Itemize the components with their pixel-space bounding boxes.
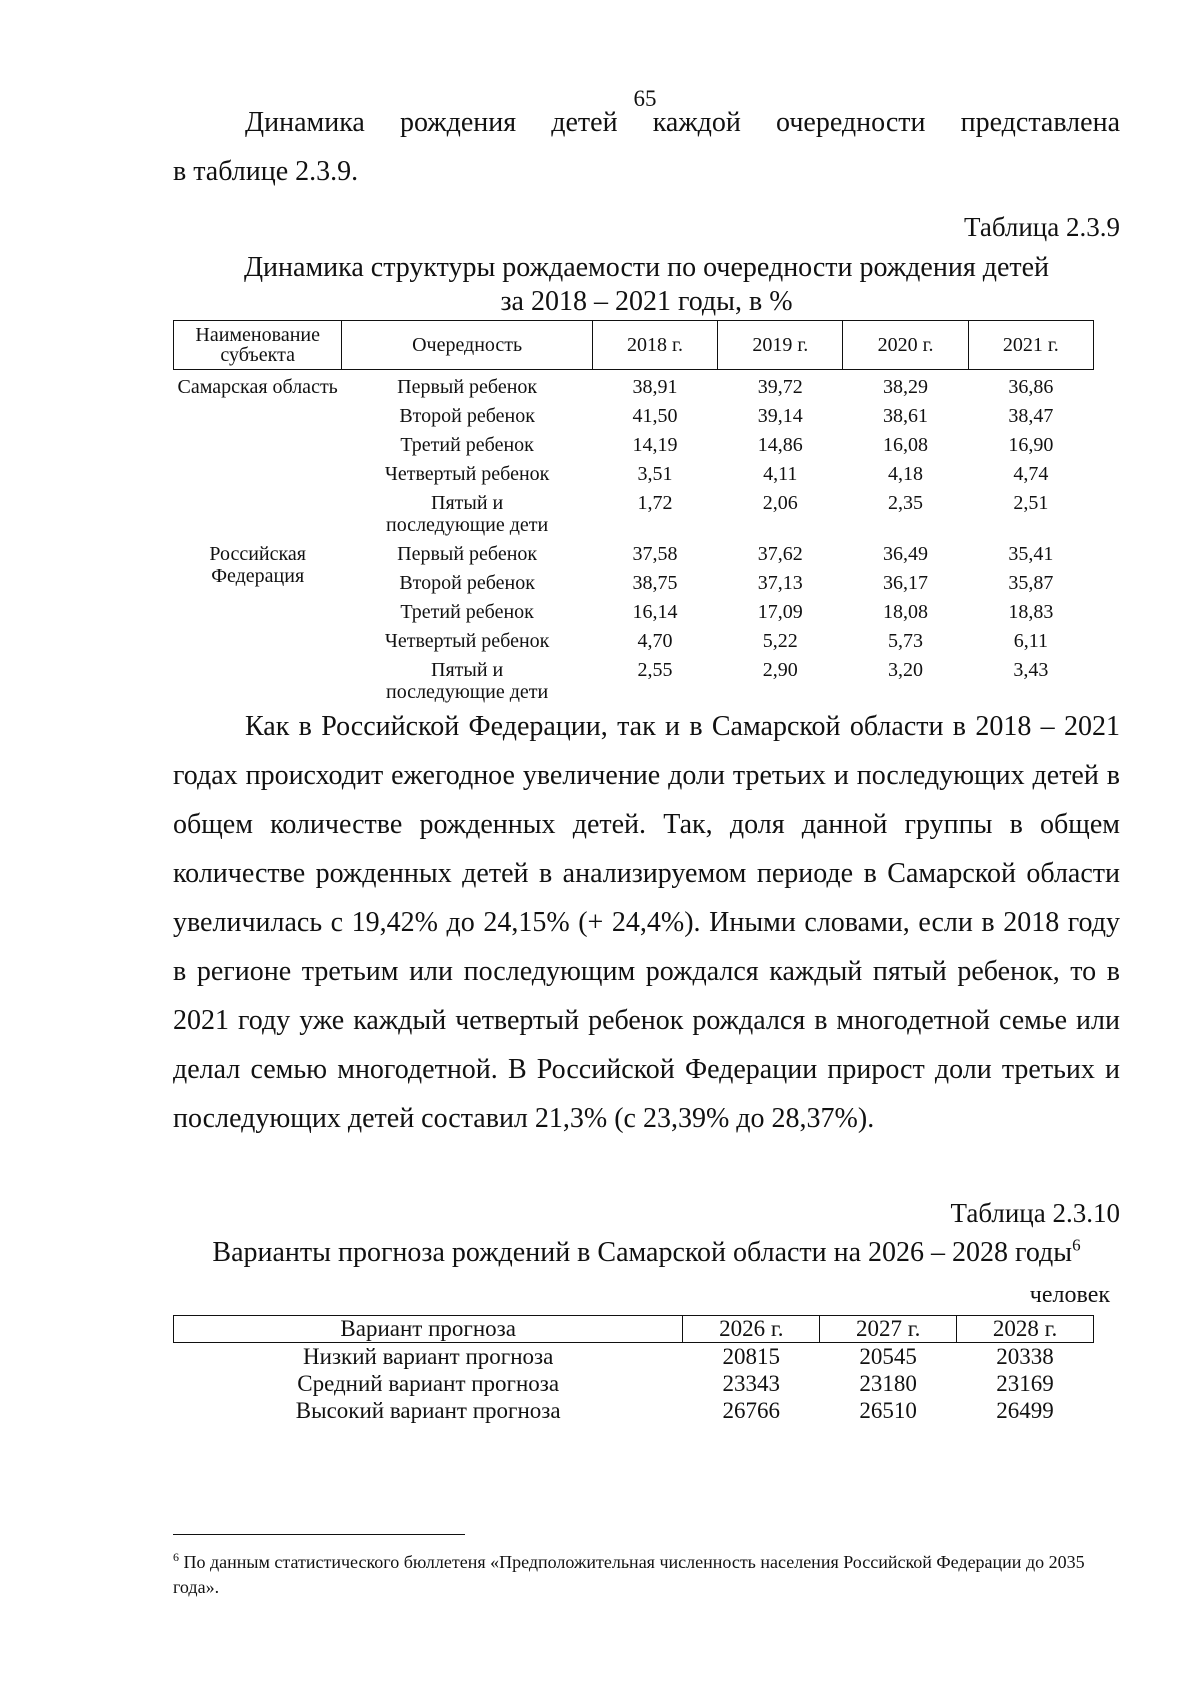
value-cell: 20815: [722, 1343, 781, 1369]
value-cell: 4,74: [1013, 463, 1049, 485]
value-cell: 5,73: [888, 630, 924, 652]
footnote-ref: 6: [1072, 1235, 1081, 1255]
value-cell: 2,55: [637, 659, 673, 681]
value-cell: 38,91: [632, 376, 678, 398]
table-row: [174, 543, 1094, 572]
value-cell: 41,50: [632, 405, 678, 427]
value-cell: 16,90: [1008, 434, 1054, 456]
value-cell: 3,43: [1013, 659, 1049, 681]
order-cell: Пятый и последующие дети: [385, 492, 549, 536]
value-cell: 35,41: [1008, 543, 1054, 565]
value-cell: 38,29: [883, 376, 929, 398]
variant-cell: Средний вариант прогноза: [297, 1370, 560, 1396]
value-cell: 38,61: [883, 405, 929, 427]
value-cell: 23180: [859, 1370, 917, 1396]
table2-unit: человек: [1029, 1282, 1110, 1308]
footnote-divider: [173, 1534, 465, 1535]
value-cell: 3,20: [888, 659, 924, 681]
page-number: 65: [633, 86, 657, 111]
value-cell: 26766: [722, 1397, 781, 1423]
value-cell: 20338: [996, 1343, 1054, 1369]
table2-title-text: Варианты прогноза рождений в Самарской области на 2026 – 2028 годы: [212, 1237, 1073, 1268]
value-cell: 39,72: [757, 376, 803, 398]
body-paragraph-text: Как в Российской Федерации, так и в Самарской области в 2018 – 2021 годах происходит ежегодное увеличение доли третьих и последующих детей в общем количестве рожденных детей. Так, доля данной группы в общем количестве рожденных детей в анализируемом периоде в Самарской области увеличилась с 19,42% до 24,15% (+ 24,4%). Иными словами, если в 2018 году в регионе третьим или последующим рождался каждый пятый ребенок, то в 2021 году уже каждый четвертый ребенок рождался в многодетной семье или делал семью многодетной. В Российской Федерации прирост доли третьих и последующих детей составил 21,3% (с 23,39% до 28,37%).: [173, 711, 1120, 1134]
table1-label: Таблица 2.3.9: [964, 212, 1120, 242]
order-cell: Второй ребенок: [399, 405, 535, 427]
value-cell: 23343: [722, 1370, 781, 1396]
header-2028: 2028 г.: [957, 1316, 1094, 1343]
order-cell: Четвертый ребенок: [384, 463, 550, 485]
variant-cell: Высокий вариант прогноза: [295, 1397, 561, 1423]
value-cell: 16,14: [632, 601, 678, 623]
value-cell: 37,62: [757, 543, 803, 565]
value-cell: 2,51: [1013, 492, 1049, 514]
header-2020: 2020 г.: [843, 321, 968, 370]
value-cell: 35,87: [1008, 572, 1054, 594]
table-row: [174, 1397, 1094, 1424]
table1-title-line2: за 2018 – 2021 годы, в %: [500, 286, 793, 317]
value-cell: 16,08: [883, 434, 929, 456]
order-cell: Пятый и последующие дети: [385, 659, 549, 703]
header-2026: 2026 г.: [683, 1316, 820, 1343]
value-cell: 14,19: [632, 434, 678, 456]
value-cell: 4,11: [763, 463, 798, 485]
value-cell: 20545: [859, 1343, 917, 1369]
value-cell: 14,86: [757, 434, 803, 456]
table1-title: [173, 251, 1120, 319]
value-cell: 5,22: [762, 630, 798, 652]
value-cell: 37,58: [632, 543, 678, 565]
intro-line-2: в таблице 2.3.9.: [173, 156, 359, 187]
birth-order-table: [173, 320, 1094, 710]
region-russia: Российская Федерация: [209, 543, 306, 587]
value-cell: 37,13: [757, 572, 803, 594]
value-cell: 3,51: [637, 463, 673, 485]
value-cell: 26510: [859, 1397, 917, 1423]
intro-paragraph: [173, 98, 1120, 196]
value-cell: 26499: [996, 1397, 1054, 1423]
header-2019: 2019 г.: [718, 321, 843, 370]
value-cell: 38,75: [632, 572, 678, 594]
order-cell: Третий ребенок: [400, 601, 534, 623]
value-cell: 4,18: [888, 463, 924, 485]
value-cell: 36,86: [1008, 376, 1054, 398]
value-cell: 17,09: [757, 601, 803, 623]
order-cell: Третий ребенок: [400, 434, 534, 456]
table-row: [174, 376, 1094, 405]
value-cell: 2,35: [888, 492, 924, 514]
value-cell: 1,72: [637, 492, 673, 514]
footnote: [173, 1545, 1103, 1600]
footnote-mark: 6: [173, 1550, 179, 1564]
table-row: [174, 1370, 1094, 1397]
header-subject: Наименование субъекта: [174, 321, 342, 370]
header-variant: Вариант прогноза: [174, 1316, 683, 1343]
header-order: Очередность: [342, 321, 593, 370]
order-cell: Второй ребенок: [399, 572, 535, 594]
value-cell: 23169: [996, 1370, 1054, 1396]
table2-header-row: [174, 1316, 1094, 1343]
table1-title-line1: Динамика структуры рождаемости по очередности рождения детей: [243, 252, 1050, 283]
table2-label: Таблица 2.3.10: [950, 1198, 1120, 1228]
intro-line-1: Динамика рождения детей каждой очередности представлена: [245, 107, 1120, 138]
region-samara: Самарская область: [177, 376, 338, 398]
table-row: [174, 1343, 1094, 1371]
header-2027: 2027 г.: [820, 1316, 957, 1343]
value-cell: 18,08: [883, 601, 929, 623]
value-cell: 6,11: [1013, 630, 1048, 652]
header-2018: 2018 г.: [592, 321, 717, 370]
value-cell: 36,17: [883, 572, 929, 594]
footnote-text: По данным статистического бюллетеня «Предположительная численность населения Российской Федерации до 2035 года».: [173, 1552, 1085, 1597]
variant-cell: Низкий вариант прогноза: [303, 1343, 554, 1369]
value-cell: 36,49: [883, 543, 929, 565]
forecast-table: [173, 1315, 1094, 1424]
value-cell: 18,83: [1008, 601, 1054, 623]
value-cell: 39,14: [757, 405, 803, 427]
table2-title: [173, 1236, 1120, 1270]
value-cell: 2,06: [762, 492, 798, 514]
order-cell: Первый ребенок: [397, 376, 538, 398]
table1-header-row: [174, 321, 1094, 370]
body-paragraph: [173, 702, 1120, 1143]
value-cell: 4,70: [637, 630, 673, 652]
order-cell: Первый ребенок: [397, 543, 538, 565]
value-cell: 38,47: [1008, 405, 1054, 427]
value-cell: 2,90: [762, 659, 798, 681]
order-cell: Четвертый ребенок: [384, 630, 550, 652]
header-2021: 2021 г.: [968, 321, 1093, 370]
